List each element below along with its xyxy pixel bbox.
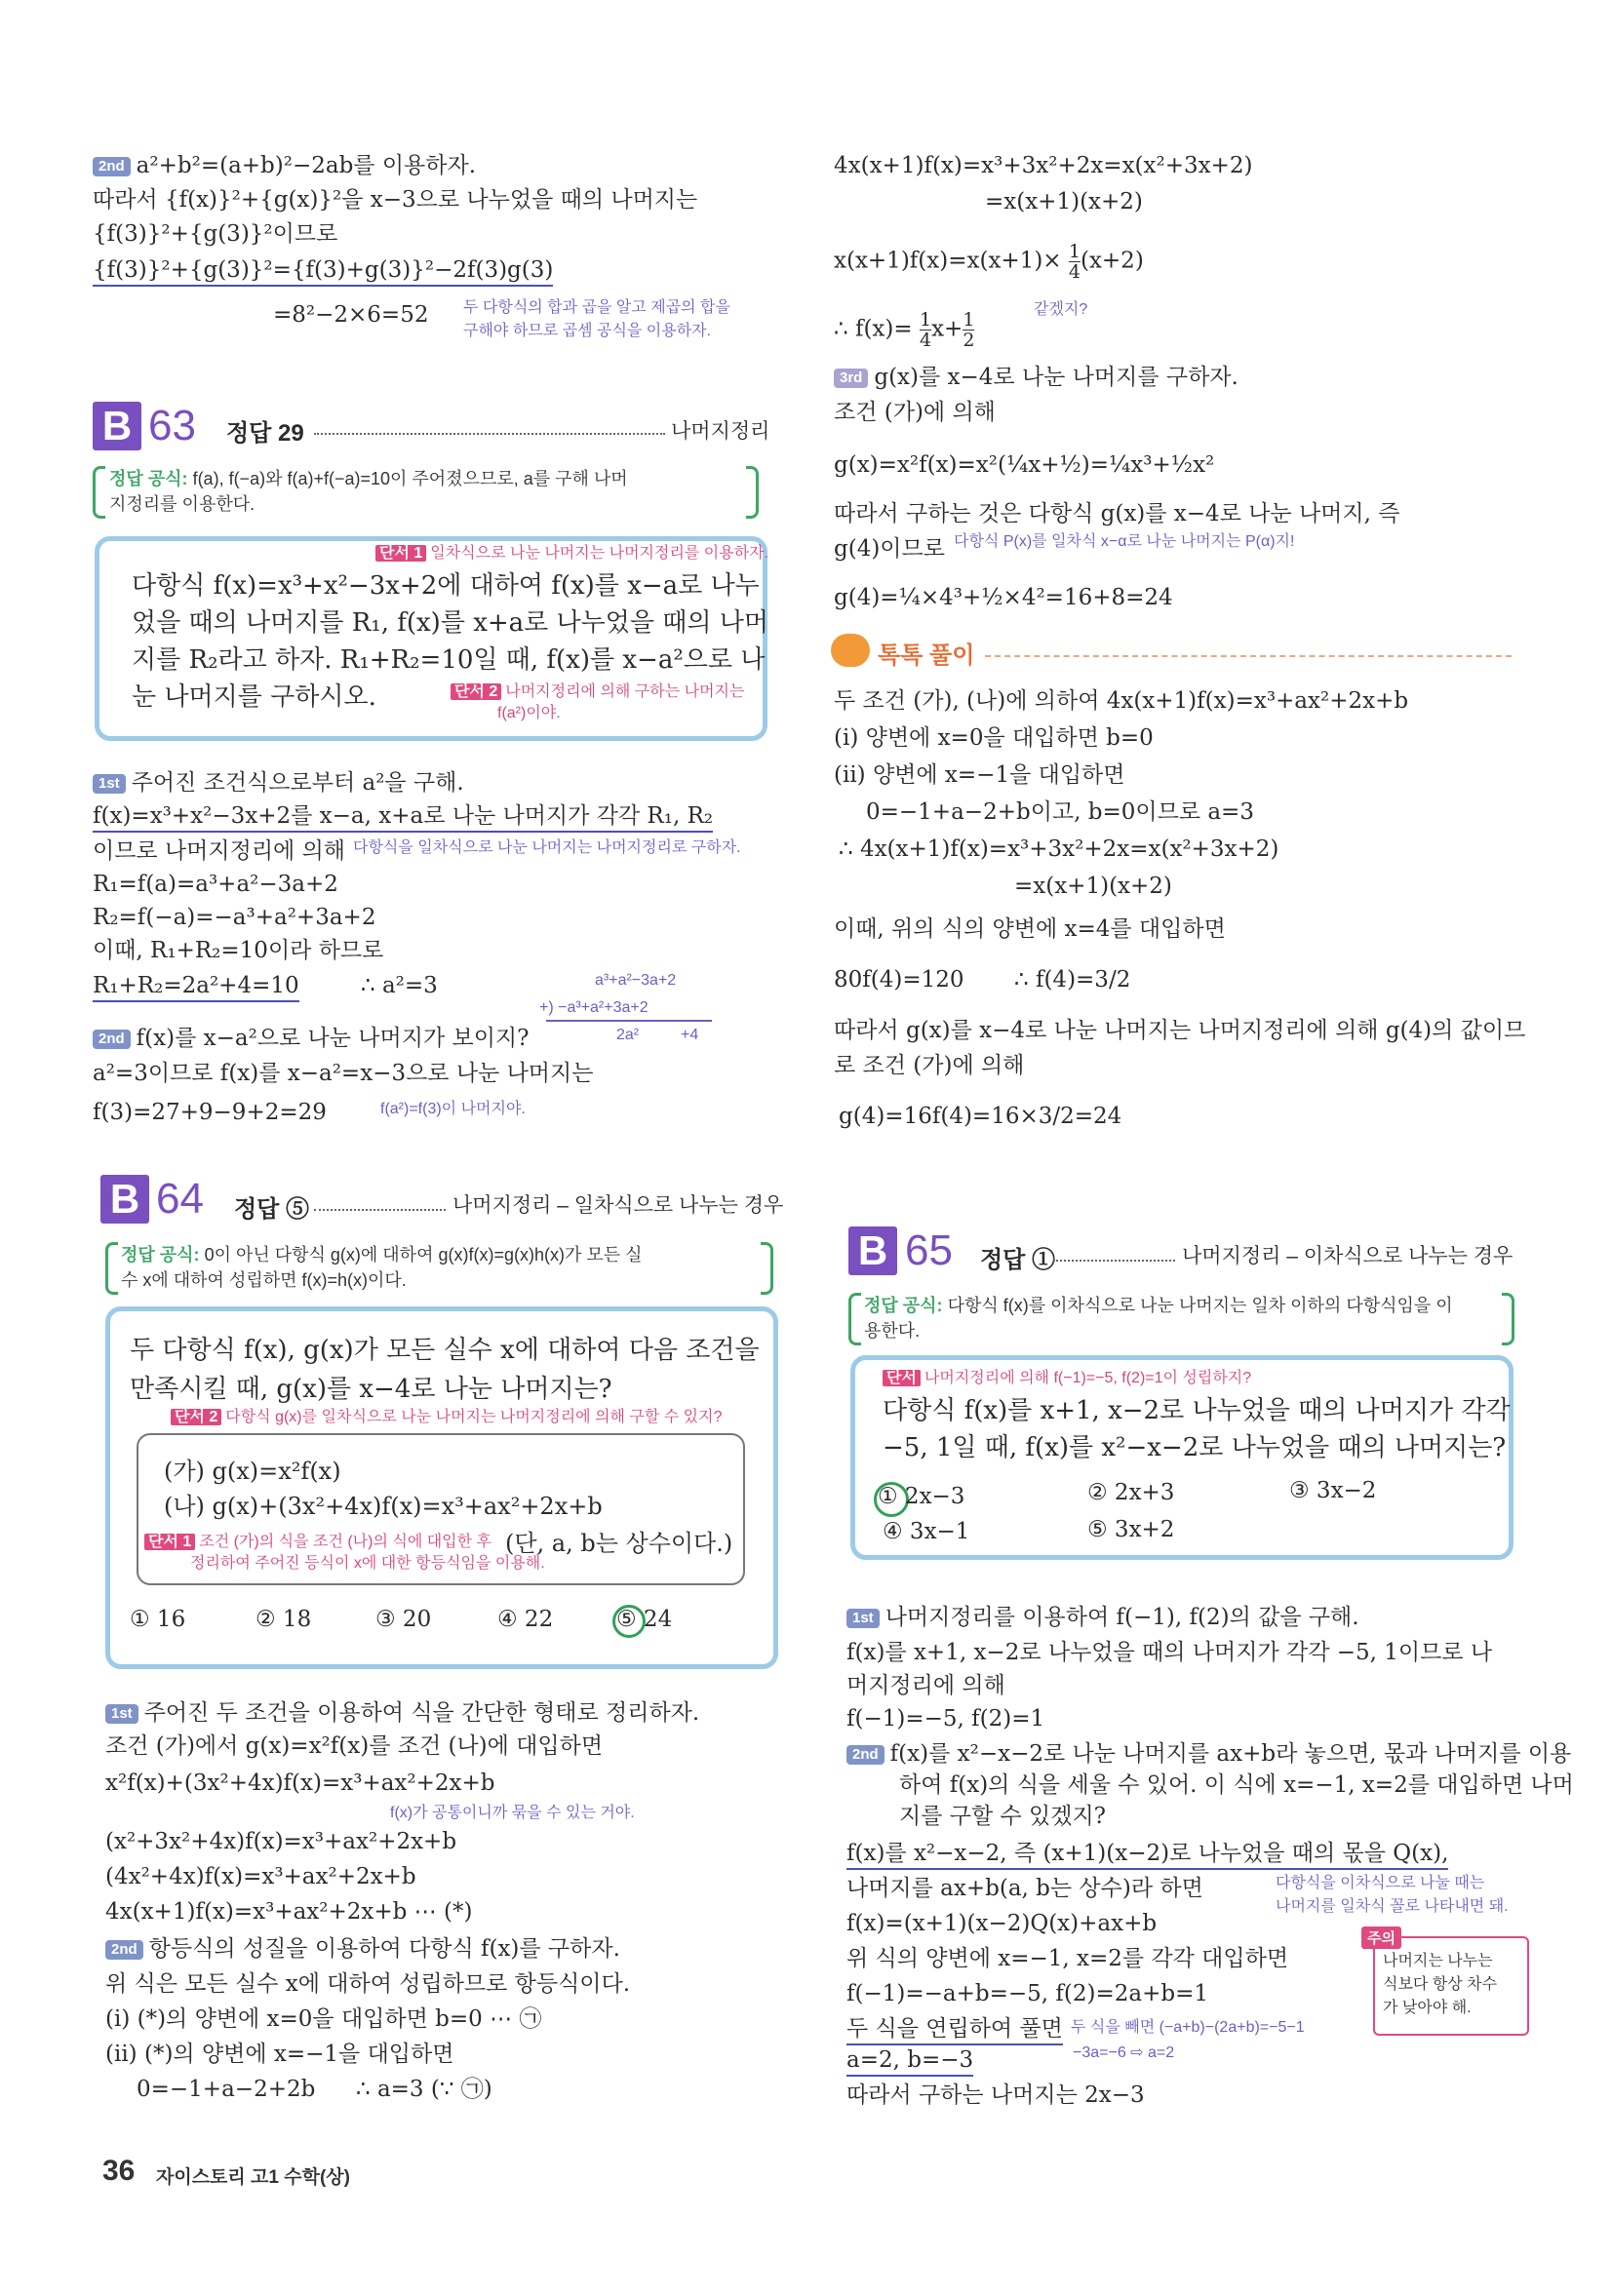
solution-line: f(−1)=−a+b=−5, f(2)=2a+b=1 (846, 1981, 1209, 2006)
formula-line: 지정리를 이용한다. (109, 494, 256, 514)
answer-label: 정답 ⑤ (234, 1196, 310, 1223)
formula-line: 정답 공식: 0이 아닌 다항식 g(x)에 대하여 g(x)f(x)=g(x)h(x)가 모든 실 (121, 1245, 643, 1265)
step-line: 2nd a²+b²=(a+b)²−2ab를 이용하자. (93, 151, 476, 180)
leader-dots (314, 1209, 446, 1211)
problem-number: 63 (148, 402, 196, 449)
solution-line: 위 식은 모든 실수 x에 대하여 성립하므로 항등식이다. (105, 1971, 631, 1997)
solution-line: f(x)를 x+1, x−2로 나누었을 때의 나머지가 각각 −5, 1이므로 나 (846, 1640, 1493, 1665)
choice-1[interactable]: ① 16 (130, 1607, 186, 1632)
tok-divider (985, 655, 1512, 657)
solution-line: 따라서 구하는 것은 다항식 g(x)를 x−4로 나눈 나머지, 즉 (834, 501, 1400, 526)
choice-1[interactable]: ① 2x−3 (878, 1484, 965, 1509)
solution-line: f(x)를 x²−x−2, 즉 (x+1)(x−2)로 나누었을 때의 몫을 Q(x), (846, 1839, 1448, 1870)
formula-line: 정답 공식: 다항식 f(x)를 이차식으로 나눈 나머지는 일차 이하의 다항식임을 이 (864, 1296, 1453, 1315)
solution-line: g(4)=¼×4³+½×4²=16+8=24 (834, 585, 1173, 610)
bracket-left (105, 1242, 118, 1295)
solution-line: (4x²+4x)f(x)=x³+ax²+2x+b (105, 1864, 416, 1889)
solution-line: 두 식을 연립하여 풀면 (846, 2014, 1063, 2045)
step-line: 1st 주어진 두 조건을 이용하여 식을 간단한 형태로 정리하자. (105, 1698, 699, 1728)
hint-note: 단서 1 일차식으로 나눈 나머지는 나머지정리를 이용하자. (375, 544, 768, 564)
solution-line: =x(x+1)(x+2) (1014, 874, 1172, 899)
problem-text: 었을 때의 나머지를 R₁, f(x)를 x+a로 나누었을 때의 나머 (132, 608, 768, 638)
solution-line: 두 조건 (가), (나)에 의하여 4x(x+1)f(x)=x³+ax²+2x+b (834, 688, 1409, 714)
formula-line: 정답 공식: f(a), f(−a)와 f(a)+f(−a)=10이 주어졌으므로, a를 구해 나머 (109, 469, 628, 488)
solution-line: g(x)=x²f(x)=x²(¼x+½)=¼x³+½x² (834, 452, 1215, 478)
formula-line: 용한다. (864, 1321, 921, 1341)
bracket-left (93, 466, 105, 519)
margin-note: 다항식을 이차식으로 나눌 때는 (1276, 1875, 1485, 1891)
topic-label: 나머지정리 – 이차식으로 나누는 경우 (1182, 1245, 1514, 1267)
side-calc: 2a² (616, 1027, 640, 1043)
side-calc: +4 (681, 1027, 699, 1043)
bracket-left (848, 1293, 861, 1345)
page-number: 36 (102, 2155, 136, 2187)
solution-line: 0=−1+a−2+b이고, b=0이므로 a=3 (866, 799, 1254, 825)
step-tag: 2nd (93, 1030, 131, 1049)
fraction: $\frac{1}{4}$ (919, 309, 932, 351)
condition-note: (단, a, b는 상수이다.) (505, 1530, 733, 1557)
hint-note: f(a²)이야. (497, 705, 561, 721)
solution-line: ∴ a=3 (∵ ㉠) (356, 2077, 492, 2102)
solution-line: 따라서 {f(x)}²+{g(x)}²을 x−3으로 나누었을 때의 나머지는 (93, 187, 698, 213)
solution-line: 머지정리에 의해 (846, 1673, 1005, 1698)
step-line: 3rd g(x)를 x−4로 나눈 나머지를 구하자. (834, 363, 1238, 392)
margin-note: f(x)가 공통이니까 묶을 수 있는 거야. (390, 1805, 635, 1821)
choice-4[interactable]: ④ 22 (497, 1607, 554, 1632)
step-line: 2nd 항등식의 성질을 이용하여 다항식 f(x)를 구하자. (105, 1934, 620, 1964)
bracket-right (746, 466, 759, 519)
step-line: 1st 나머지정리를 이용하여 f(−1), f(2)의 값을 구해. (846, 1603, 1359, 1632)
solution-line: x²f(x)+(3x²+4x)f(x)=x³+ax²+2x+b (105, 1771, 495, 1796)
bracket-right (1502, 1293, 1514, 1345)
problem-number: 64 (156, 1175, 204, 1223)
solution-line: 80f(4)=120 (834, 967, 964, 992)
solution-line: {f(3)}²+{g(3)}²이므로 (93, 221, 338, 247)
leader-dots (314, 433, 665, 435)
side-calc-rule (546, 1020, 712, 1022)
step-line: 2nd f(x)를 x−a²으로 나눈 나머지가 보이지? (93, 1024, 529, 1053)
solution-line: a²=3이므로 f(x)를 x−a²=x−3으로 나눈 나머지는 (93, 1061, 594, 1086)
step-line: 2nd f(x)를 x²−x−2로 나눈 나머지를 ax+b라 놓으면, 몫과 나머지를 이용 (846, 1739, 1571, 1769)
solution-line: ∴ a²=3 (361, 973, 438, 998)
solution-line: {f(3)}²+{g(3)}²={f(3)+g(3)}²−2f(3)g(3) (93, 255, 553, 287)
formula-line: 수 x에 대하여 성립하면 f(x)=h(x)이다. (121, 1270, 407, 1290)
step-tag: 2nd (93, 157, 131, 176)
hint-note: 단서 나머지정리에 의해 f(−1)=−5, f(2)=1이 성립하지? (883, 1369, 1251, 1388)
step-tag: 2nd (105, 1940, 143, 1960)
book-title: 자이스토리 고1 수학(상) (156, 2167, 350, 2188)
problem-text: 다항식 f(x)=x³+x²−3x+2에 대하여 f(x)를 x−a로 나누 (132, 571, 760, 601)
solution-line: 조건 (가)에서 g(x)=x²f(x)를 조건 (나)에 대입하면 (105, 1733, 604, 1759)
problem-badge: B (848, 1226, 897, 1275)
margin-note: 구해야 하므로 곱셈 공식을 이용하자. (463, 323, 712, 339)
solution-line: R₁+R₂=2a²+4=10 (93, 971, 299, 1002)
margin-note: 두 다항식의 합과 곱을 알고 제곱의 합을 (463, 299, 730, 316)
solution-line: ∴ f(x)= $\frac{1}{4}$ x+ $\frac{1}{2}$ (834, 309, 975, 351)
solution-line: f(−1)=−5, f(2)=1 (846, 1706, 1045, 1732)
solution-line: ∴ f(4)=3/2 (1014, 967, 1131, 992)
solution-line: (i) (*)의 양변에 x=0을 대입하면 b=0 ⋯ ㉠ (105, 2006, 542, 2032)
choice-5[interactable]: ⑤ 3x+2 (1087, 1517, 1175, 1542)
fraction: $\frac{1}{4}$ (1068, 241, 1081, 283)
topic-label: 나머지정리 – 일차식으로 나누는 경우 (452, 1194, 784, 1217)
margin-note: f(a²)=f(3)이 나머지야. (380, 1101, 526, 1117)
bracket-right (761, 1242, 773, 1295)
step-tag: 1st (846, 1609, 880, 1628)
hint-note: 단서 2 다항식 g(x)를 일차식으로 나눈 나머지는 나머지정리에 의해 구할 수 있지? (171, 1408, 723, 1427)
hint-note: 정리하여 주어진 등식이 x에 대한 항등식임을 이용해. (190, 1555, 545, 1572)
solution-line: 하여 f(x)의 식을 세울 수 있어. 이 식에 x=−1, x=2를 대입하면 나머 (899, 1772, 1574, 1798)
margin-note: 같겠지? (1034, 301, 1088, 318)
problem-text: 눈 나머지를 구하시오. (132, 682, 376, 712)
choice-3[interactable]: ③ 3x−2 (1289, 1478, 1377, 1503)
solution-line: 따라서 g(x)를 x−4로 나눈 나머지는 나머지정리에 의해 g(4)의 값이므 (834, 1018, 1526, 1043)
solution-line: 이때, 위의 식의 양변에 x=4를 대입하면 (834, 916, 1226, 942)
solution-line: =8²−2×6=52 (273, 302, 429, 328)
solution-line: 지를 구할 수 있겠지? (899, 1804, 1107, 1829)
step-tag: 1st (105, 1704, 138, 1724)
solution-line: (x²+3x²+4x)f(x)=x³+ax²+2x+b (105, 1829, 457, 1854)
warning-text: 나머지는 나누는 (1383, 1953, 1493, 1969)
margin-note: 두 식을 빼면 (−a+b)−(2a+b)=−5−1 (1071, 2019, 1305, 2036)
condition-ga: (가) g(x)=x²f(x) (164, 1458, 341, 1485)
choice-2[interactable]: ② 2x+3 (1087, 1480, 1175, 1505)
step-tag: 1st (93, 774, 126, 794)
solution-line: g(4)=16f(4)=16×3/2=24 (839, 1104, 1122, 1129)
solution-line: f(x)=x³+x²−3x+2를 x−a, x+a로 나눈 나머지가 각각 R₁, R₂ (93, 801, 713, 833)
solution-line: 로 조건 (가)에 의해 (834, 1053, 1025, 1078)
problem-number: 65 (905, 1226, 953, 1274)
solution-line: 4x(x+1)f(x)=x³+ax²+2x+b ⋯ (*) (105, 1899, 473, 1925)
solution-line: 나머지를 ax+b(a, b는 상수)라 하면 (846, 1876, 1203, 1901)
problem-text: 지를 R₂라고 하자. R₁+R₂=10일 때, f(x)를 x−a²으로 나 (132, 645, 766, 675)
tok-icon (831, 634, 870, 667)
choice-3[interactable]: ③ 20 (375, 1607, 432, 1632)
step-line: 1st 주어진 조건식으로부터 a²을 구해. (93, 768, 464, 798)
leader-dots (1053, 1260, 1175, 1262)
choice-4[interactable]: ④ 3x−1 (883, 1519, 970, 1544)
solution-line: 이때, R₁+R₂=10이라 하므로 (93, 938, 384, 963)
solution-line: 0=−1+a−2+2b (137, 2077, 316, 2102)
choice-2[interactable]: ② 18 (256, 1607, 312, 1632)
problem-text: 만족시킬 때, g(x)를 x−4로 나눈 나머지는? (130, 1375, 612, 1404)
solution-line: g(4)이므로 (834, 536, 945, 562)
margin-note: −3a=−6 ⇨ a=2 (1073, 2044, 1175, 2061)
step-tag: 3rd (834, 369, 868, 388)
problem-text: −5, 1일 때, f(x)를 x²−x−2로 나누었을 때의 나머지는? (883, 1433, 1507, 1462)
solution-line: 위 식의 양변에 x=−1, x=2를 각각 대입하면 (846, 1946, 1289, 1971)
solution-line: (ii) (*)의 양변에 x=−1을 대입하면 (105, 2042, 454, 2067)
solution-line: f(3)=27+9−9+2=29 (93, 1100, 327, 1125)
side-calc: a³+a²−3a+2 (595, 972, 677, 989)
fraction: $\frac{1}{2}$ (963, 309, 975, 351)
solution-line: a=2, b=−3 (846, 2045, 973, 2077)
margin-note: 나머지를 일차식 꼴로 나타내면 돼. (1276, 1898, 1509, 1915)
solution-line: 따라서 구하는 나머지는 2x−3 (846, 2082, 1145, 2108)
solution-line: 4x(x+1)f(x)=x³+3x²+2x=x(x²+3x+2) (834, 153, 1253, 178)
warning-text: 식보다 항상 차수 (1383, 1976, 1498, 1993)
solution-line: 조건 (가)에 의해 (834, 400, 996, 425)
solution-line: ∴ 4x(x+1)f(x)=x³+3x²+2x=x(x²+3x+2) (839, 837, 1279, 862)
problem-badge: B (100, 1175, 149, 1224)
problem-text: 다항식 f(x)를 x+1, x−2로 나누었을 때의 나머지가 각각 (883, 1396, 1511, 1425)
solution-line: 이므로 나머지정리에 의해 (93, 838, 346, 864)
warning-text: 가 낮아야 해. (1383, 2000, 1472, 2016)
warning-tag: 주의 (1361, 1926, 1401, 1949)
solution-line: x(x+1)f(x)=x(x+1)× $\frac{1}{4}$ (x+2) (834, 241, 1144, 283)
hint-note: 단서 2 나머지정리에 의해 구하는 나머지는 (451, 682, 744, 702)
problem-text: 두 다항식 f(x), g(x)가 모든 실수 x에 대하여 다음 조건을 (130, 1336, 760, 1365)
answer-label: 정답 ① (980, 1247, 1056, 1273)
tok-title: 톡톡 풀이 (878, 642, 975, 669)
topic-label: 나머지정리 (671, 420, 770, 443)
solution-line: R₂=f(−a)=−a³+a²+3a+2 (93, 905, 376, 930)
solution-line: R₁=f(a)=a³+a²−3a+2 (93, 872, 338, 897)
problem-badge: B (93, 402, 141, 450)
solution-line: =x(x+1)(x+2) (985, 189, 1143, 214)
solution-line: (ii) 양변에 x=−1을 대입하면 (834, 762, 1125, 788)
margin-note: 다항식을 일차식으로 나눈 나머지는 나머지정리로 구하자. (353, 839, 741, 856)
hint-note: 단서 1 조건 (가)의 식을 조건 (나)의 식에 대입한 후 (144, 1533, 491, 1552)
solution-line: (i) 양변에 x=0을 대입하면 b=0 (834, 725, 1154, 751)
solution-line: f(x)=(x+1)(x−2)Q(x)+ax+b (846, 1911, 1158, 1936)
step-tag: 2nd (846, 1745, 885, 1765)
side-calc: +) −a³+a²+3a+2 (539, 999, 649, 1016)
margin-note: 다항식 P(x)를 일차식 x−α로 나눈 나머지는 P(α)지! (954, 533, 1295, 550)
choice-5[interactable]: ⑤ 24 (616, 1607, 673, 1632)
condition-na: (나) g(x)+(3x²+4x)f(x)=x³+ax²+2x+b (164, 1493, 603, 1520)
answer-label: 정답 29 (226, 420, 304, 447)
